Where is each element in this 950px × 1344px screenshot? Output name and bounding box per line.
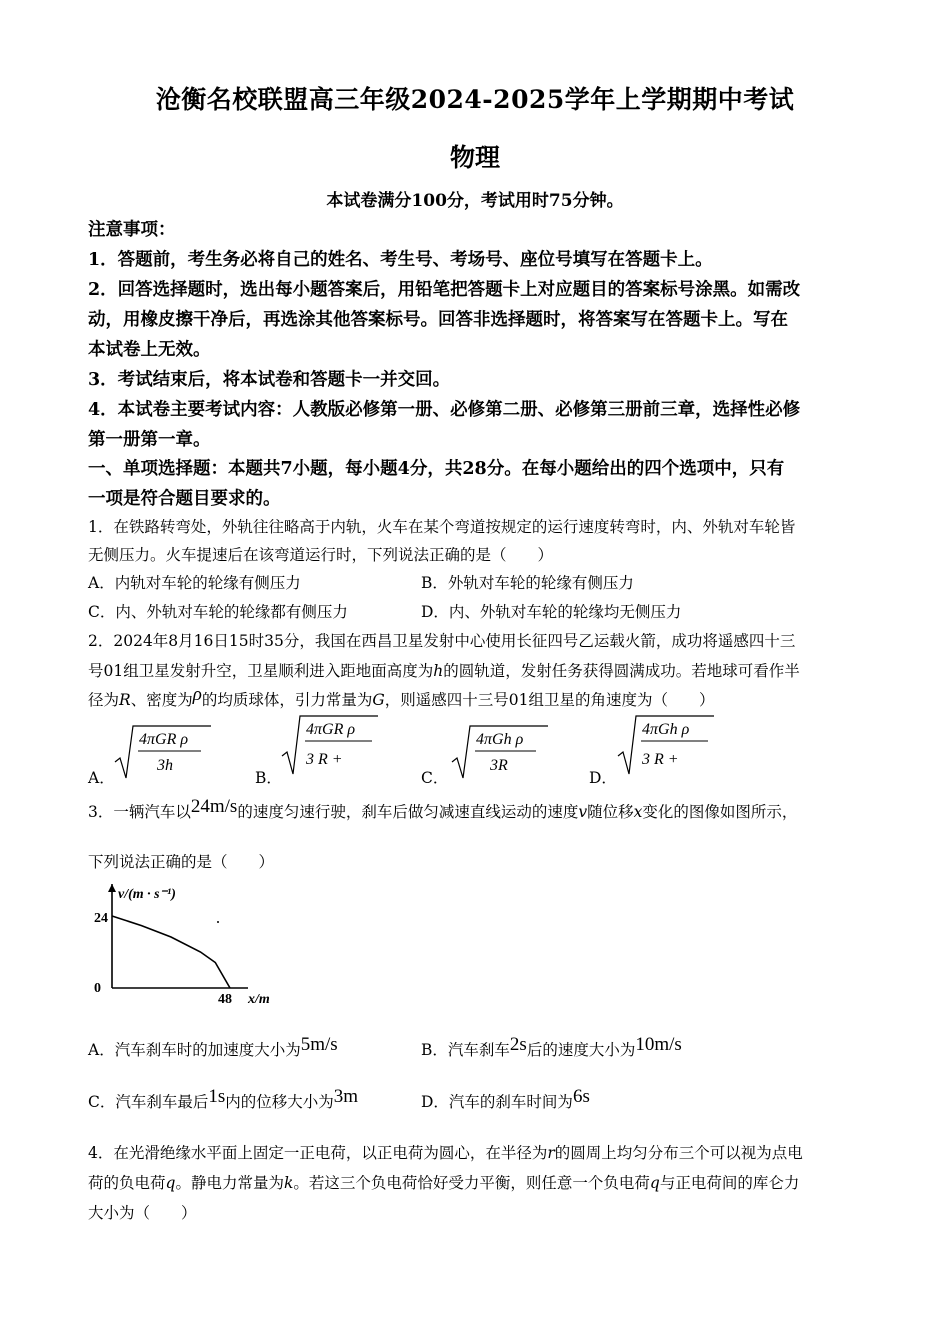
notice-line: 第一册第一章。 — [88, 430, 211, 450]
stray-dot — [217, 921, 219, 923]
q1-option-b: B．外轨对车轮的轮缘有侧压力 — [421, 574, 634, 592]
formula-a-denominator: 3h — [157, 757, 173, 774]
exam-info: 本试卷满分100分，考试用时75分钟。 — [326, 191, 624, 211]
q2-stem: 2．2024年8月16日15时35分，我国在西昌卫星发射中心使用长征四号乙运载火箭，成功将遥感四十三 — [88, 632, 796, 650]
q1-stem-cont: 无侧压力。火车提速后在该弯道运行时，下列说法正确的是（ ） — [88, 546, 554, 564]
q1-option-c: C．内、外轨对车轮的轮缘都有侧压力 — [88, 603, 348, 621]
velocity-curve — [112, 916, 230, 988]
y-tick-label: 24 — [94, 911, 108, 926]
formula-b-numerator: 4πGR ρ — [306, 721, 356, 738]
section-heading: 一、单项选择题：本题共7小题，每小题4分，共28分。在每小题给出的四个选项中，只有 — [88, 459, 785, 479]
x-tick-label: 48 — [218, 992, 232, 1007]
notice-line: 4．本试卷主要考试内容：人教版必修第一册、必修第二册、必修第三册前三章，选择性必修 — [88, 400, 801, 420]
notice-line: 3．考试结束后，将本试卷和答题卡一并交回。 — [88, 370, 451, 390]
q2-option-c-label: C． — [421, 769, 449, 787]
formula-a-numerator: 4πGR ρ — [139, 731, 189, 748]
q2-formula-b — [280, 712, 380, 776]
q3-stem: 3．一辆汽车以24m/s的速度匀速行驶，刹车后做匀减速直线运动的速度v随位移x变化的图像如图所示， — [88, 796, 798, 821]
q1-option-d: D．内、外轨对车轮的轮缘均无侧压力 — [421, 603, 682, 621]
q2-stem-cont2: 径为R、密度为ρ的均质球体，引力常量为G，则遥感四十三号01组卫星的角速度为（ ） — [88, 684, 715, 709]
velocity-displacement-graph — [88, 878, 288, 1008]
q2-formula-a — [113, 722, 213, 782]
q3-option-c: C．汽车刹车最后1s内的位移大小为3m — [88, 1086, 359, 1111]
q2-formula-d — [616, 712, 716, 776]
q2-formula-c — [450, 722, 550, 782]
y-axis-arrow — [108, 884, 116, 892]
q3-option-a: A．汽车刹车时的加速度大小为5m/s — [88, 1034, 338, 1059]
x-axis-label: x/m — [248, 992, 270, 1007]
notice-line: 本试卷上无效。 — [88, 340, 211, 360]
q1-stem: 1．在铁路转弯处，外轨往往略高于内轨，火车在某个弯道按规定的运行速度转弯时，内、外轨对车轮皆 — [88, 518, 796, 536]
formula-c-numerator: 4πGh ρ — [476, 731, 524, 748]
formula-c-denominator: 3R — [490, 757, 508, 774]
notice-line: 2．回答选择题时，选出每小题答案后，用铅笔把答题卡上对应题目的答案标号涂黑。如需改 — [88, 280, 801, 300]
notice-line: 1．答题前，考生务必将自己的姓名、考生号、考场号、座位号填写在答题卡上。 — [88, 250, 713, 270]
section-heading-cont: 一项是符合题目要求的。 — [88, 489, 281, 509]
origin-label: 0 — [94, 981, 101, 996]
q2-stem-cont: 号01组卫星发射升空，卫星顺利进入距地面高度为h的圆轨道，发射任务获得圆满成功。若地球可看作半 — [88, 662, 800, 680]
subject-title: 物理 — [449, 143, 500, 172]
q3-option-d: D．汽车的刹车时间为6s — [421, 1086, 590, 1111]
formula-d-numerator: 4πGh ρ — [642, 721, 690, 738]
q4-stem-cont: 荷的负电荷q。静电力常量为k。若这三个负电荷恰好受力平衡，则任意一个负电荷q与正电荷间的库仑力 — [88, 1174, 800, 1192]
notice-heading: 注意事项： — [88, 220, 176, 240]
formula-d-denominator: 3 R + — [642, 751, 679, 768]
formula-b-denominator: 3 R + — [306, 751, 343, 768]
q2-option-b-label: B． — [255, 769, 282, 787]
q2-option-a-label: A． — [88, 769, 115, 787]
notice-line: 动，用橡皮擦干净后，再选涂其他答案标号。回答非选择题时，将答案写在答题卡上。写在 — [88, 310, 788, 330]
q2-option-d-label: D． — [589, 769, 617, 787]
q1-option-a: A．内轨对车轮的轮缘有侧压力 — [88, 574, 301, 592]
q4-stem: 4．在光滑绝缘水平面上固定一正电荷，以正电荷为圆心，在半径为r的圆周上均匀分布三个可以视为点电 — [88, 1144, 803, 1162]
q3-stem-cont: 下列说法正确的是（ ） — [88, 853, 275, 871]
q4-stem-cont2: 大小为（ ） — [88, 1204, 197, 1222]
exam-title: 沧衡名校联盟高三年级2024-2025学年上学期期中考试 — [155, 85, 795, 114]
y-axis-label: v/(m · s⁻¹) — [118, 887, 176, 902]
q3-option-b: B．汽车刹车2s后的速度大小为10m/s — [421, 1034, 682, 1059]
